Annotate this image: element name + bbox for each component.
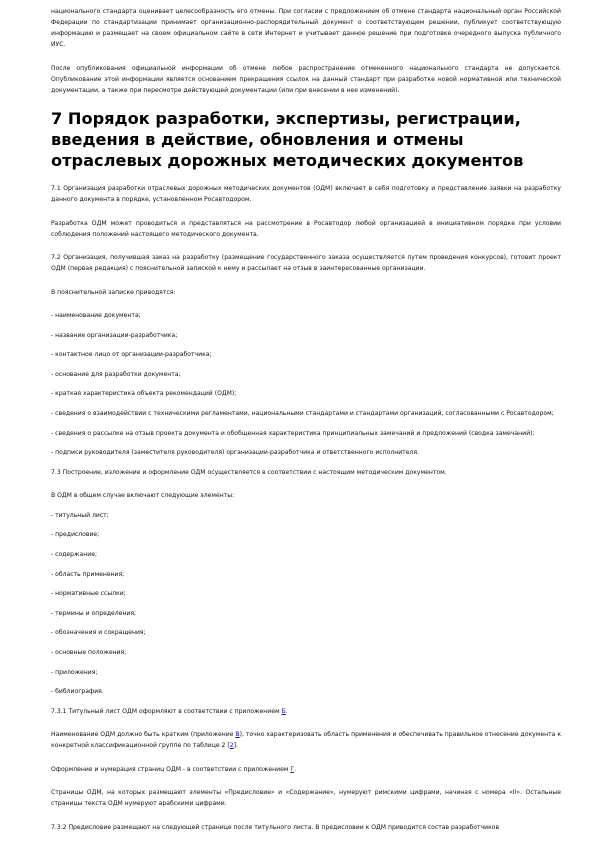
paragraph-7-3-1 [51,706,561,717]
paragraph-7-3-1-text: 7.3.1 Титульный лист ОДМ оформляют в соответствии с приложением [51,707,282,715]
intro-paragraph-2: После опубликования официальной информации об отмене любое распространение отмененного национального стандарта не допускается. Опубликование этой информации является основанием прекращения ссылок на данный стандарт при разработке новой нормативной или технической документации, а также при пересмотре действующей документации (или при внесении в нее изменений). [51,64,561,94]
element-item: - основные положения; [51,649,127,656]
paragraph-7-1: 7.1 Организация разработки отраслевых дорожных методических документов (ОДМ) включает в себя подготовку и представление заявки на разработку данного документа в порядке, установленном Росавтодором. [51,185,561,203]
paragraph-7-1-b: Разработка ОДМ может проводиться и представляться на рассмотрение в Росавтодор любой организацией в инициативном порядке при условии соблюдения положений настоящего методического документа. [51,219,561,238]
note-item: - краткая характеристика объекта рекомендаций (ОДМ); [51,390,237,398]
name-requirements-end: ]. [233,742,238,750]
appendix-v-link[interactable]: В [235,731,240,739]
note-item: - название организации-разработчика; [51,331,178,339]
appendix-b-link[interactable]: Б [281,707,286,715]
note-item: - наименование документа; [51,312,141,319]
elements-intro: В ОДМ в общем случае включают следующие элементы: [51,492,235,500]
paragraph-7-3: 7.3 Построение, изложение и оформление ОДМ осуществляется в соответствии с настоящим методическим документом. [51,468,447,476]
page-design-end: . [294,765,297,773]
note-item: - основание для разработки документа; [51,370,181,378]
element-item: - предисловие; [51,531,100,539]
note-item: - подписи руководителя (заместителя руководителя) организации-разработчика и ответственного исполнителя. [51,449,419,457]
element-item: - термины и определения; [51,609,137,617]
paragraph-7-2: 7.2 Организация, получившая заказ на разработку (размещение государственного заказа осуществляется путем проведения конкурсов), готовит проект ОДМ (первая редакция) с пояснительной запиской к нему и рассылает на отзыв в заинтересованные организации. [51,254,561,272]
section-heading: 7 Порядок разработки, экспертизы, регистрации, введения в действие, обновления и отмены отраслевых дорожных методических документов [51,109,524,170]
element-item: - обозначения и сокращения; [51,629,146,637]
paragraph-7-3-2: 7.3.2 Предисловие размещают на следующей странице после титульного листа. В предисловии к ОДМ приводится состав разработчиков [51,823,500,831]
element-item: - библиография. [51,688,104,696]
paragraph-7-3-1-end: . [285,707,288,715]
name-requirements-text: Наименование ОДМ должно быть кратким (приложение [51,731,236,739]
page-design-text: Оформление и нумерация страниц ОДМ - в соответствии с приложением [51,765,291,773]
paragraph-name-requirements [51,729,561,751]
element-item: - содержание; [51,551,98,559]
element-item: - приложения; [51,668,98,676]
paragraph-page-design [51,764,561,775]
note-item: - сведения о взаимодействии с техническими регламентами, национальными стандартами и стандартами организаций, согласованными с Росавтодором; [51,409,554,417]
paragraph-page-numbering: Страницы ОДМ, на которых размещают элементы «Предисловие» и «Содержание», нумеруют римскими цифрами, начиная с номера «II». Остальные страницы текста ОДМ нумеруют арабскими цифрами. [51,789,561,808]
element-item: - нормативные ссылки; [51,590,126,598]
reference-2-link[interactable]: 2 [229,742,234,750]
note-item: - контактное лицо от организации-разработчика; [51,351,212,359]
name-requirements-text-2: ), точно характеризовать область применения и обеспечивать правильное отнесение документа к конкретной классификационной группе по таблице 2 [ [51,731,561,750]
note-intro: В пояснительной записке приводятся: [51,288,176,296]
document-page [51,6,561,845]
element-item: - титульный лист; [51,511,109,519]
appendix-g-link[interactable]: Г [290,765,295,773]
element-item: - область применения; [51,570,125,578]
note-item: - сведения о рассылке на отзыв проекта документа и обобщенная характеристика принципиальных замечаний и предложений (сводка замечаний); [51,429,535,437]
intro-paragraph-1: национального стандарта оценивает целесообразность его отмены. При согласии с предложением об отмене стандарта национальный орган Российской Федерации по стандартизации принимает организационно-распорядительный документ о соответствующем решении, публикует соответствующую информацию и размещает на своем официальном сайте в сети Интернет и учитывает данное решение при подготовке очередного выпуска публичного ИУС. [51,8,561,48]
